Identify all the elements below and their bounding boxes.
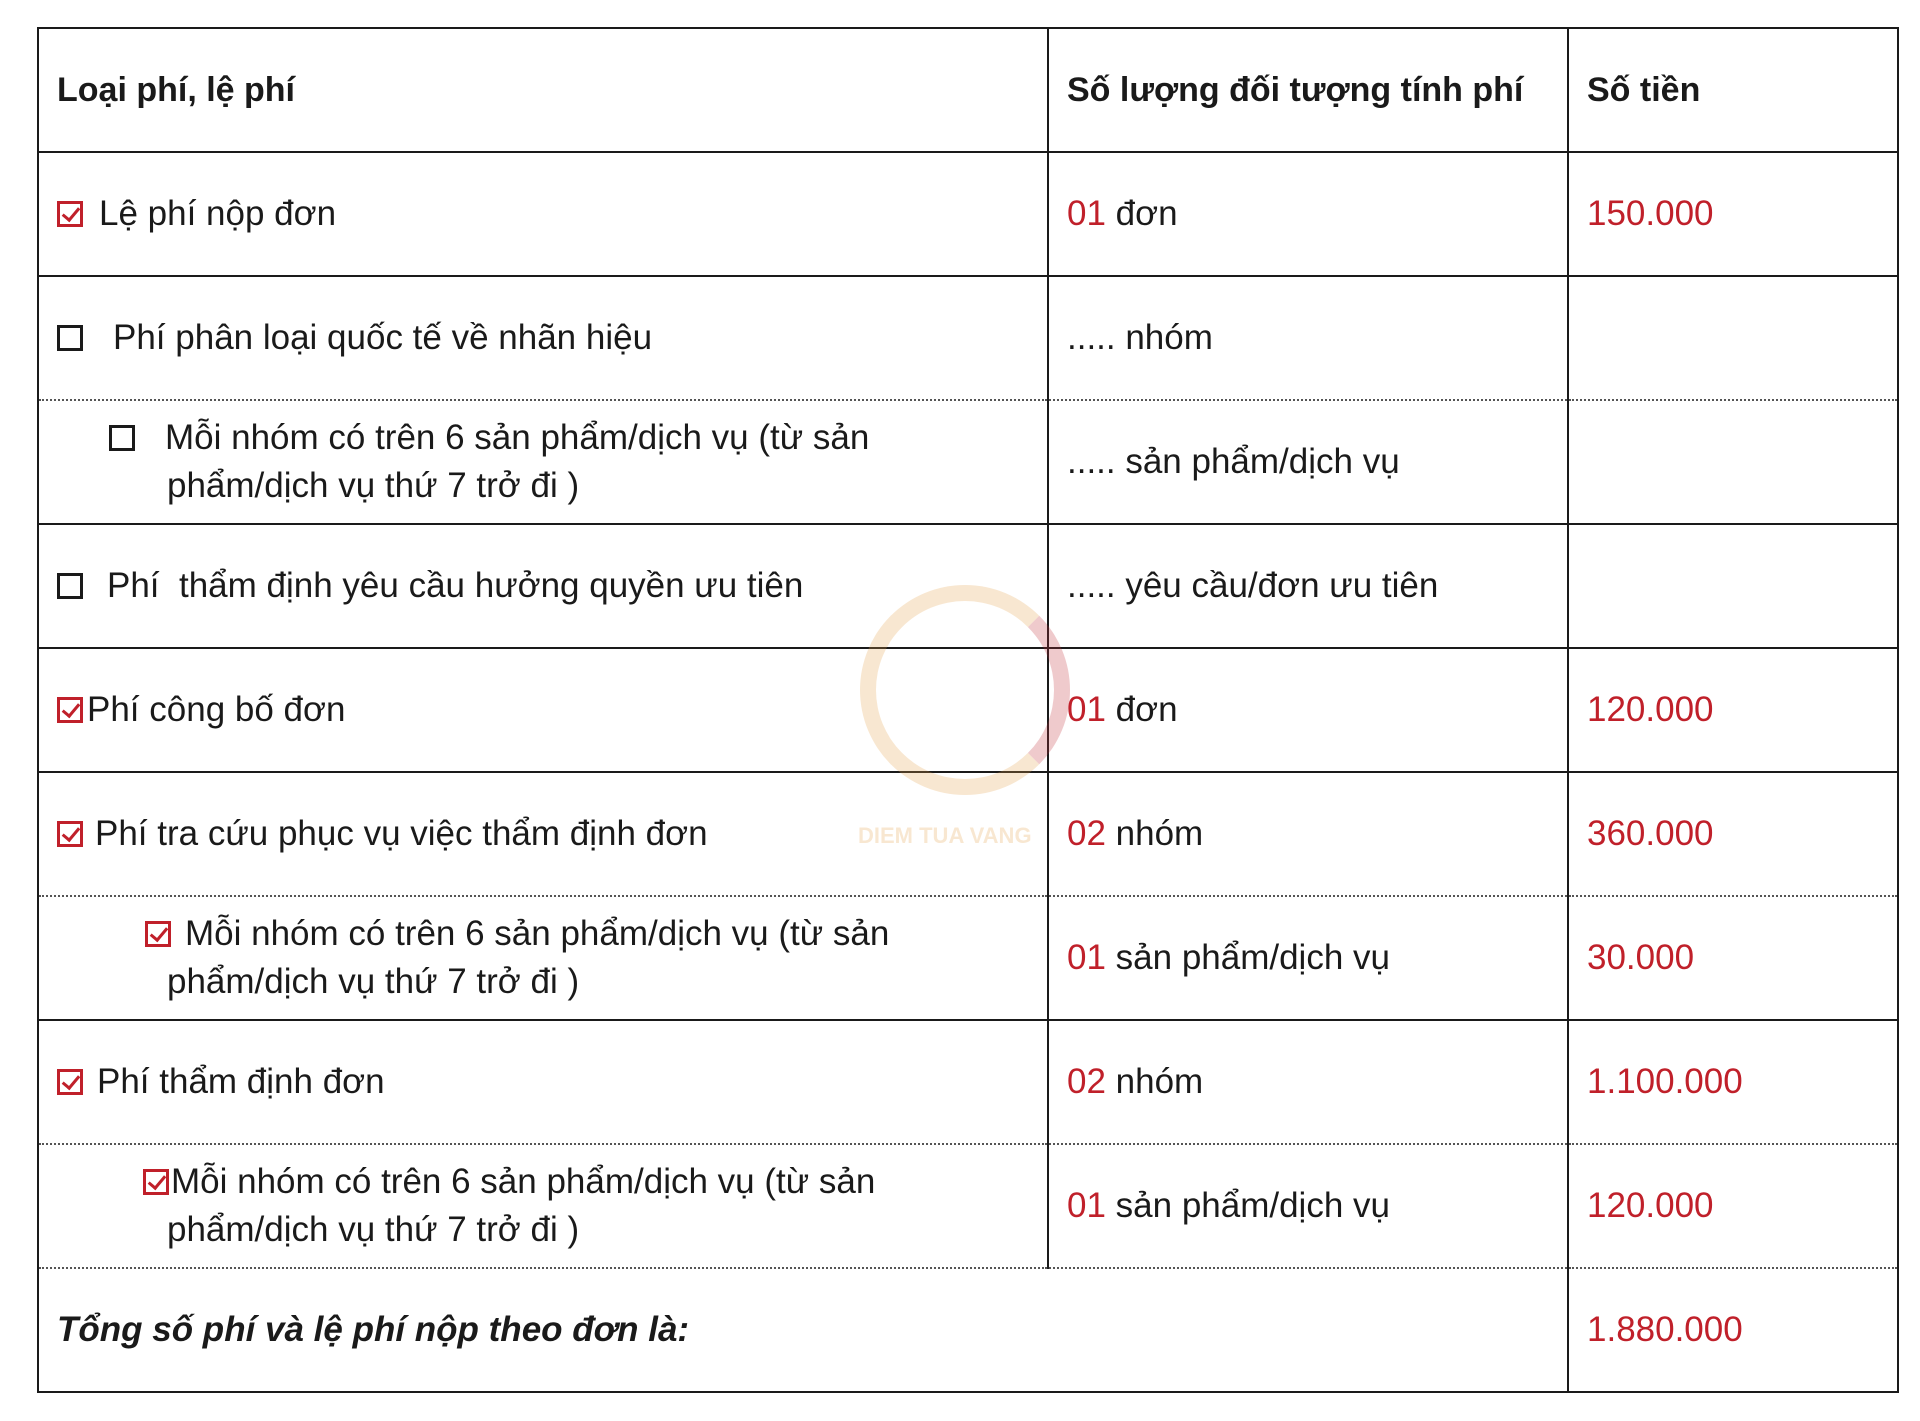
header-amount: Số tiền bbox=[1568, 28, 1898, 152]
fee-label-line1: Mỗi nhóm có trên 6 sản phẩm/dịch vụ (từ sản bbox=[185, 914, 890, 953]
fee-label: Phí tra cứu phục vụ việc thẩm định đơn bbox=[95, 814, 708, 853]
amount-cell bbox=[1568, 276, 1898, 400]
table-row bbox=[38, 400, 1898, 524]
table-row bbox=[38, 524, 1898, 648]
quantity-number: 02 bbox=[1067, 1062, 1106, 1101]
quantity-unit: sản phẩm/dịch vụ bbox=[1105, 938, 1390, 977]
amount-cell: 150.000 bbox=[1568, 152, 1898, 276]
fee-label: Phí phân loại quốc tế về nhãn hiệu bbox=[113, 318, 653, 357]
quantity-number: 01 bbox=[1067, 938, 1106, 977]
fee-label: Lệ phí nộp đơn bbox=[99, 194, 337, 233]
checkbox-checked-icon[interactable] bbox=[145, 921, 171, 947]
quantity-cell bbox=[1048, 772, 1568, 896]
checkbox-checked-icon[interactable] bbox=[143, 1169, 169, 1195]
fee-label-line2: phẩm/dịch vụ thứ 7 trở đi ) bbox=[167, 962, 580, 1001]
fee-label: Phí thẩm định yêu cầu hưởng quyền ưu tiên bbox=[107, 566, 804, 605]
fee-type-cell bbox=[38, 524, 1048, 648]
checkbox-checked-icon[interactable] bbox=[57, 697, 83, 723]
fee-label-line2: phẩm/dịch vụ thứ 7 trở đi ) bbox=[167, 1210, 580, 1249]
checkbox-checked-icon[interactable] bbox=[57, 821, 83, 847]
table-row bbox=[38, 276, 1898, 400]
quantity-cell bbox=[1048, 648, 1568, 772]
quantity-number: 01 bbox=[1067, 194, 1106, 233]
fee-label-line2: phẩm/dịch vụ thứ 7 trở đi ) bbox=[167, 466, 580, 505]
quantity-unit: nhóm bbox=[1105, 814, 1204, 853]
checkbox-empty-icon[interactable] bbox=[109, 425, 135, 451]
fee-type-cell bbox=[38, 896, 1048, 1020]
quantity-cell bbox=[1048, 896, 1568, 1020]
amount-cell bbox=[1568, 400, 1898, 524]
amount-cell: 1.100.000 bbox=[1568, 1020, 1898, 1144]
table-row bbox=[38, 896, 1898, 1020]
quantity-cell bbox=[1048, 152, 1568, 276]
quantity-unit: đơn bbox=[1105, 194, 1178, 233]
header-quantity: Số lượng đối tượng tính phí bbox=[1048, 28, 1568, 152]
total-row bbox=[38, 1268, 1898, 1392]
table-row bbox=[38, 1144, 1898, 1268]
table-row bbox=[38, 772, 1898, 896]
header-fee-type: Loại phí, lệ phí bbox=[38, 28, 1048, 152]
quantity-cell bbox=[1048, 400, 1568, 524]
watermark-text: DIEM TUA VANG bbox=[858, 823, 1032, 848]
fee-label-line1: Mỗi nhóm có trên 6 sản phẩm/dịch vụ (từ sản bbox=[171, 1162, 876, 1201]
quantity-number: 01 bbox=[1067, 1186, 1106, 1225]
total-label: Tổng số phí và lệ phí nộp theo đơn là: bbox=[38, 1268, 1568, 1392]
quantity-unit: ..... sản phẩm/dịch vụ bbox=[1067, 442, 1400, 481]
fee-table-container bbox=[37, 27, 1897, 1393]
fee-type-cell bbox=[38, 152, 1048, 276]
quantity-cell bbox=[1048, 1144, 1568, 1268]
quantity-unit: sản phẩm/dịch vụ bbox=[1105, 1186, 1390, 1225]
amount-cell bbox=[1568, 524, 1898, 648]
amount-cell: 360.000 bbox=[1568, 772, 1898, 896]
checkbox-empty-icon[interactable] bbox=[57, 325, 83, 351]
total-amount: 1.880.000 bbox=[1568, 1268, 1898, 1392]
quantity-cell bbox=[1048, 276, 1568, 400]
quantity-number: 02 bbox=[1067, 814, 1106, 853]
fee-label-line1: Mỗi nhóm có trên 6 sản phẩm/dịch vụ (từ sản bbox=[165, 418, 870, 457]
fee-label: Phí công bố đơn bbox=[87, 690, 346, 729]
quantity-unit: đơn bbox=[1105, 690, 1178, 729]
fee-label: Phí thẩm định đơn bbox=[97, 1062, 385, 1101]
amount-cell: 120.000 bbox=[1568, 1144, 1898, 1268]
fee-type-cell bbox=[38, 1020, 1048, 1144]
fee-type-cell bbox=[38, 772, 1048, 896]
amount-cell: 120.000 bbox=[1568, 648, 1898, 772]
fee-table bbox=[37, 27, 1899, 1393]
table-row bbox=[38, 152, 1898, 276]
checkbox-checked-icon[interactable] bbox=[57, 1069, 83, 1095]
fee-type-cell bbox=[38, 1144, 1048, 1268]
quantity-cell bbox=[1048, 1020, 1568, 1144]
table-row bbox=[38, 648, 1898, 772]
quantity-unit: ..... yêu cầu/đơn ưu tiên bbox=[1067, 566, 1439, 605]
amount-cell: 30.000 bbox=[1568, 896, 1898, 1020]
quantity-unit: nhóm bbox=[1105, 1062, 1204, 1101]
table-header-row bbox=[38, 28, 1898, 152]
fee-type-cell bbox=[38, 400, 1048, 524]
fee-type-cell bbox=[38, 648, 1048, 772]
table-row bbox=[38, 1020, 1898, 1144]
checkbox-empty-icon[interactable] bbox=[57, 573, 83, 599]
quantity-cell bbox=[1048, 524, 1568, 648]
quantity-unit: ..... nhóm bbox=[1067, 318, 1213, 357]
checkbox-checked-icon[interactable] bbox=[57, 201, 83, 227]
fee-type-cell bbox=[38, 276, 1048, 400]
quantity-number: 01 bbox=[1067, 690, 1106, 729]
